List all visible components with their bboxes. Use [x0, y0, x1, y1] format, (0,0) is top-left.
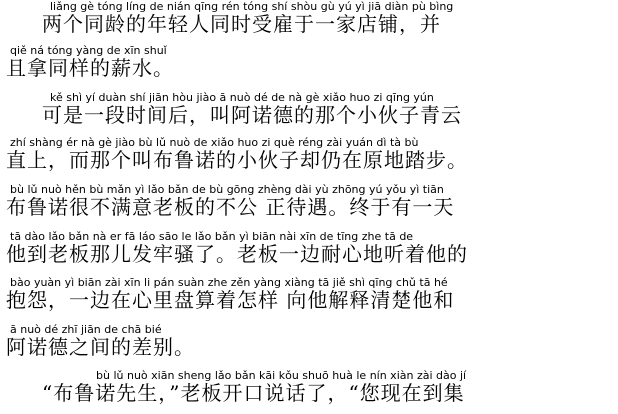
pinyin-line: kě shì yí duàn shí jiān hòu jiào ā nuò dé de nà gè xiǎo huo zi qīng yún	[50, 91, 434, 104]
hanzi-line: 两个同龄的年轻人同时受雇于一家店铺，并	[42, 12, 441, 36]
pinyin-line: zhí shàng ér nà gè jiào bù lǔ nuò de xiǎo huo zi què réng zài yuán dì tà bù	[10, 136, 419, 149]
pinyin-line: bào yuàn yì biān zài xīn li pán suàn zhe zěn yàng xiàng tā jiě shì qīng chǔ tā hé	[10, 276, 448, 289]
hanzi-line: 阿诺德之间的差别。	[6, 335, 195, 359]
hanzi-line: 直上，而那个叫布鲁诺的小伙子却仍在原地踏步。	[6, 148, 468, 172]
hanzi-line: 可是一段时间后，叫阿诺德的那个小伙子青云	[42, 103, 462, 127]
pinyin-line: bù lǔ nuò hěn bù mǎn yì lǎo bǎn de bù gōng zhèng dài yù zhōng yú yǒu yì tiān	[10, 183, 444, 196]
pinyin-line: qiě ná tóng yàng de xīn shuǐ	[10, 44, 167, 57]
pinyin-line: tā dào lǎo bǎn nà er fā láo sāo le lǎo bǎn yì biān nài xīn de tīng zhe tā de	[10, 230, 414, 243]
pinyin-line: bù lǔ nuò xiān sheng lǎo bǎn kāi kǒu shuō huà le nín xiàn zài dào jí	[96, 369, 467, 382]
hanzi-line: 抱怨，一边在心里盘算着怎样 向他解释清楚他和	[6, 288, 455, 312]
hanzi-line: “布鲁诺先生，”老板开口说话了，“您现在到集	[42, 381, 465, 405]
hanzi-line: 且拿同样的薪水。	[6, 56, 174, 80]
hanzi-line: 布鲁诺很不满意老板的不公 正待遇。终于有一天	[6, 195, 455, 219]
pinyin-line: ā nuò dé zhī jiān de chā bié	[10, 323, 162, 336]
hanzi-line: 他到老板那儿发牢骚了。老板一边耐心地听着他的	[6, 242, 468, 266]
pinyin-line: liǎng gè tóng líng de nián qīng rén tóng shí shòu gù yú yì jiā diàn pù bìng	[50, 0, 454, 13]
